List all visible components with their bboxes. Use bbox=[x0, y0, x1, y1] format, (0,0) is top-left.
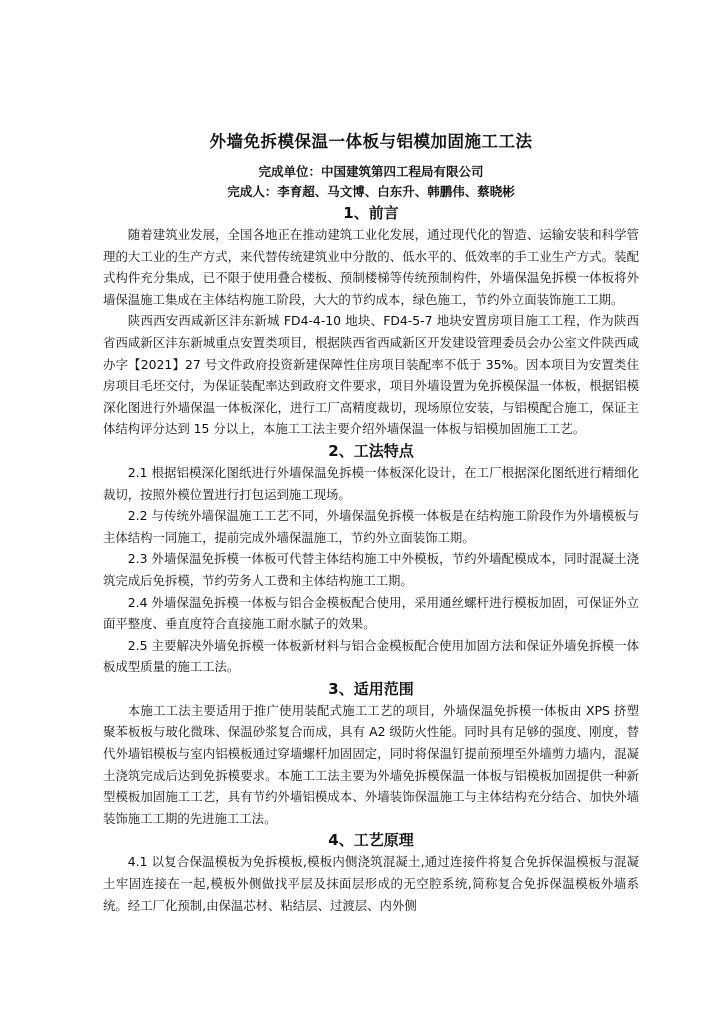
paragraph: 2.2 与传统外墙保温施工工艺不同，外墙保温免拆模一体板是在结构施工阶段作为外墙模板与主体结构一同施工，提前完成外墙保温施工，节约外立面装饰工期。 bbox=[103, 508, 639, 545]
paragraph: 本施工工法主要适用于推广使用装配式施工工艺的项目，外墙保温免拆模一体板由 XPS 挤塑聚苯板板与玻化微珠、保温砂浆复合而成，具有 A2 级防火性能。同时具有足够的强度、刚度，替代外墙铝模板与室内铝模板通过穿墙螺杆加固固定，同时将保温钉提前预埋至外墙剪力墙内，混凝土浇筑完成后达到免拆模要求。本施工工法主要为外墙免拆模保温一体板与铝模板加固提供一种新型模板加固施工工艺，具有节约外墙铝模成本、外墙装饰保温施工与主体结构充分结合、加快外墙装饰施工工期的先进施工工法。 bbox=[103, 702, 639, 826]
paragraph: 2.4 外墙保温免拆模一体板与铝合金模板配合使用，采用通丝螺杆进行模板加固，可保证外立面平整度、垂直度符合直接施工耐水腻子的效果。 bbox=[103, 594, 639, 632]
paragraph: 2.3 外墙保温免拆模一体板可代替主体结构施工中外模板，节约外墙配模成本，同时混凝土浇筑完成后免拆模，节约劳务人工费和主体结构施工工期。 bbox=[103, 551, 639, 588]
paragraph: 随着建筑业发展，全国各地正在推动建筑工业化发展，通过现代化的智造、运输安装和科学管理的大工业的生产方式，来代替传统建筑业中分散的、低水平的、低效率的手工业生产方式。装配式构件充分集成，已不限于使用叠合楼板、预制楼梯等传统预制构件，外墙保温免拆模一体板将外墙保温施工集成在主体结构施工阶段，大大的节约成本，绿色施工，节约外立面装饰施工工期。 bbox=[103, 227, 639, 307]
document-page bbox=[103, 130, 639, 916]
paragraph: 2.1 根据铝模深化图纸进行外墙保温免拆模一体板深化设计，在工厂根据深化图纸进行精细化裁切，按照外模位置进行打包运到施工现场。 bbox=[103, 464, 639, 502]
document-title: 外墙免拆模保温一体板与铝模加固施工工法 bbox=[209, 132, 533, 151]
paragraph: 4.1 以复合保温模板为免拆模板,模板内侧浇筑混凝土,通过连接件将复合免拆保温模板与混凝土牢固连接在一起,模板外侧做找平层及抹面层形成的无空腔系统,简称复合免拆保温模板外墙系统。经工厂化预制,由保温芯材、粘结层、过渡层、内外侧 bbox=[103, 854, 639, 913]
section-heading: 3、适用范围 bbox=[328, 679, 414, 698]
paragraph: 陕西西安西咸新区沣东新城 FD4-4-10 地块、FD4-5-7 地块安置房项目施工工程，作为陕西省西咸新区沣东新城重点安置类项目，根据陕西省西咸新区开发建设管理委员会办公室文件陕西咸办字【2021】27 号文件政府投资新建保障性住房项目装配率不低于 35%。因本项目为安置类住房项目毛坯交付，为保证装配率达到政府文件要求，项目外墙设置为免拆模保温一体板，根据铝模深化图进行外墙保温一体板深化，进行工厂高精度裁切，现场原位安装，与铝模配合施工，保证主体结构评分达到 15 分以上，本施工工法主要介绍外墙保温一体板与铝模加固施工工艺。 bbox=[103, 313, 639, 437]
authors-line: 完成人：李育超、马文博、白东升、韩鹏伟、蔡晓彬 bbox=[227, 184, 515, 199]
section-heading: 1、前言 bbox=[343, 204, 399, 222]
section-heading: 2、工法特点 bbox=[328, 441, 414, 460]
completion-unit: 完成单位：中国建筑第四工程局有限公司 bbox=[258, 164, 484, 179]
paragraph: 2.5 主要解决外墙免拆模一体板新材料与铝合金模板配合使用加固方法和保证外墙免拆模一体板成型质量的施工工法。 bbox=[103, 637, 639, 675]
section-heading: 4、工艺原理 bbox=[328, 831, 414, 850]
